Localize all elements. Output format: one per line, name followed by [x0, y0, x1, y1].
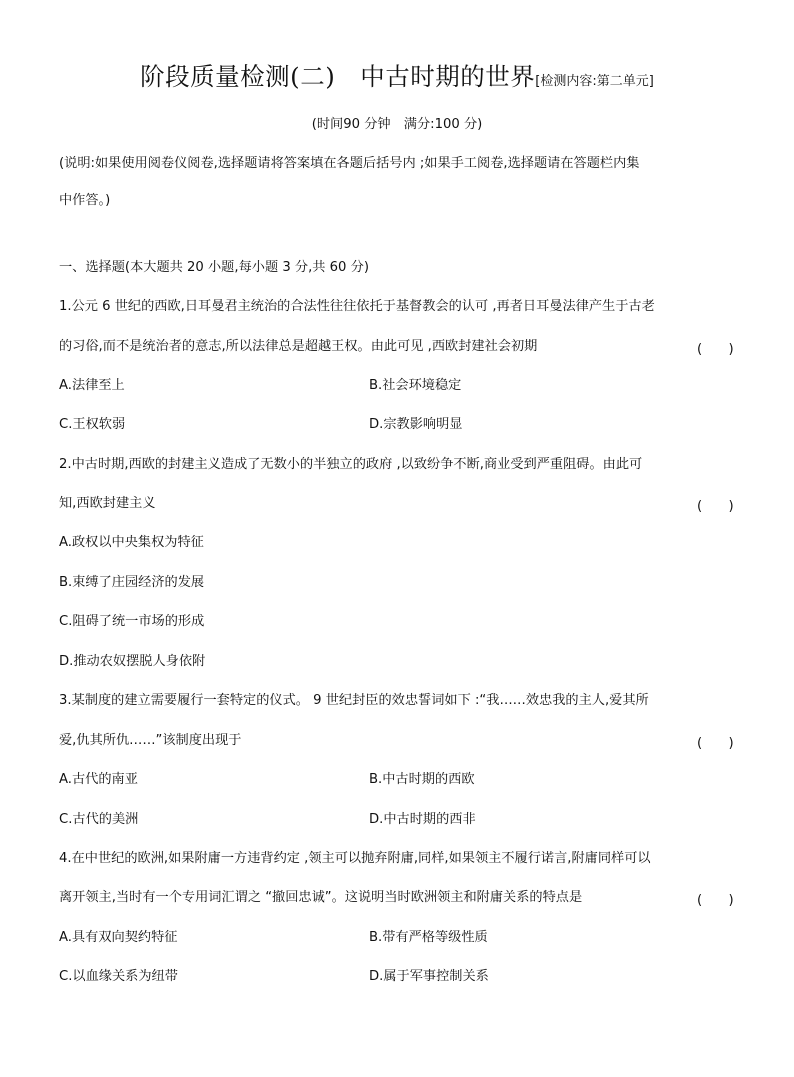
- question-stem-line-1: 1.公元 6 世纪的西欧,日耳曼君主统治的合法性往往依托于基督教会的认可 ,再者日耳曼法律产生于古老: [59, 299, 655, 314]
- question-stem-line-2: 知,西欧封建主义: [59, 496, 156, 511]
- option-b: B.社会环境稳定: [369, 378, 462, 393]
- option-b: B.中古时期的西欧: [369, 772, 475, 787]
- answer-bracket: ( ): [697, 736, 734, 751]
- option-a: A.古代的南亚: [59, 772, 138, 787]
- question-stem-line-1: 3.某制度的建立需要履行一套特定的仪式。 9 世纪封臣的效忠誓词如下 :“我……效忠我的主人,爱其所: [59, 693, 649, 708]
- option-d: D.中古时期的西非: [369, 812, 476, 827]
- answer-bracket: ( ): [697, 342, 734, 357]
- question-stem-line-1: 4.在中世纪的欧洲,如果附庸一方违背约定 ,领主可以抛弃附庸,同样,如果领主不履行诺言,附庸同样可以: [59, 851, 651, 866]
- option-d: D.属于军事控制关系: [369, 969, 489, 984]
- instructions-line-1: (说明:如果使用阅卷仪阅卷,选择题请将答案填在各题后括号内 ;如果手工阅卷,选择题请在答题栏内集: [59, 156, 640, 171]
- option-d: D.宗教影响明显: [369, 417, 463, 432]
- time-info: (时间90 分钟 满分:100 分): [311, 117, 483, 132]
- answer-bracket: ( ): [697, 499, 734, 514]
- question-stem-line-2: 的习俗,而不是统治者的意志,所以法律总是超越王权。由此可见 ,西欧封建社会初期: [59, 339, 538, 354]
- question-stem-line-2: 爱,仇其所仇……”该制度出现于: [59, 733, 242, 748]
- option-c: C.王权软弱: [59, 417, 126, 432]
- page-title: [0, 58, 794, 93]
- option-d: D.推动农奴摆脱人身依附: [59, 654, 206, 669]
- title-sub: [检测内容:第二单元]: [535, 74, 654, 89]
- option-c: C.以血缘关系为纽带: [59, 969, 178, 984]
- option-b: B.束缚了庄园经济的发展: [59, 575, 205, 590]
- instructions-line-2: 中作答。): [59, 193, 111, 208]
- option-c: C.阻碍了统一市场的形成: [59, 614, 205, 629]
- question-stem-line-2: 离开领主,当时有一个专用词汇谓之 “撤回忠诚”。这说明当时欧洲领主和附庸关系的特点是: [59, 890, 583, 905]
- answer-bracket: ( ): [697, 893, 734, 908]
- option-a: A.政权以中央集权为特征: [59, 535, 204, 550]
- title-main: 阶段质量检测(二) 中古时期的世界: [140, 62, 536, 91]
- option-a: A.法律至上: [59, 378, 125, 393]
- option-a: A.具有双向契约特征: [59, 930, 178, 945]
- option-c: C.古代的美洲: [59, 812, 139, 827]
- question-stem-line-1: 2.中古时期,西欧的封建主义造成了无数小的半独立的政府 ,以致纷争不断,商业受到严重阻碍。由此可: [59, 457, 643, 472]
- section-heading: 一、选择题(本大题共 20 小题,每小题 3 分,共 60 分): [59, 260, 369, 275]
- option-b: B.带有严格等级性质: [369, 930, 488, 945]
